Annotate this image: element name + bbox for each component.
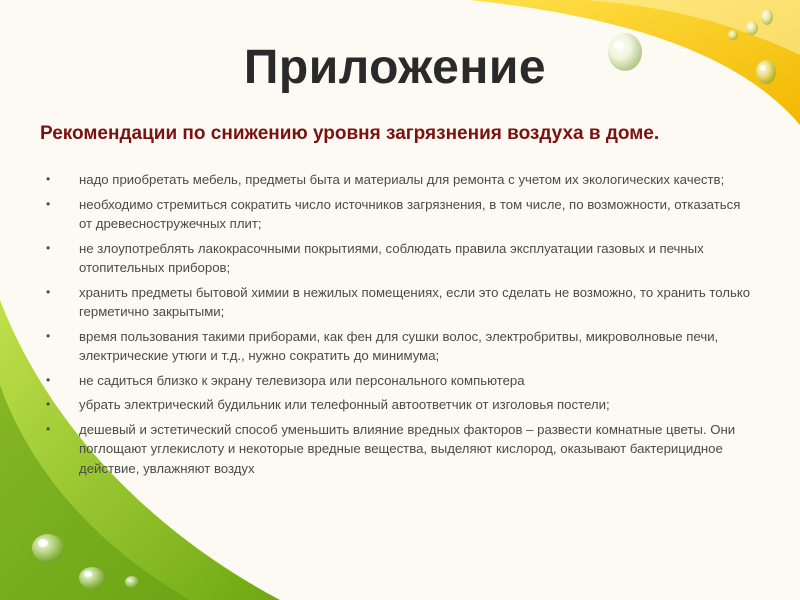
list-item-text: дешевый и эстетический способ уменьшить влияние вредных факторов – развести комнатные цветы. Они поглощают углекислоту и некоторые вредные вещества, выделяют кислород, оказывают бактерицидное действие, увлажняют воздух — [79, 421, 736, 476]
list-item-text: необходимо стремиться сократить число источников загрязнения, в том числе, по возможности, отказаться от древесностружечных плит; — [79, 196, 741, 231]
bullet-dot-icon: • — [46, 372, 51, 387]
list-item-text: не садиться близко к экрану телевизора или персонального компьютера — [79, 372, 525, 388]
bullet-dot-icon: • — [46, 172, 51, 186]
list-item — [44, 395, 754, 415]
list-item-text: надо приобретать мебель, предметы быта и материалы для ремонта с учетом их экологических качеств; — [79, 172, 725, 187]
list-item — [44, 195, 754, 234]
list-item — [44, 283, 754, 322]
recommendations-list — [44, 170, 754, 483]
list-item — [44, 239, 754, 278]
bullet-dot-icon: • — [46, 421, 51, 436]
bullet-dot-icon: • — [46, 240, 51, 255]
slide-title: Приложение — [243, 41, 547, 94]
slide-subtitle: Рекомендации по снижению уровня загрязнения воздуха в доме. — [40, 123, 660, 144]
list-item — [44, 420, 754, 479]
list-item-text: не злоупотреблять лакокрасочными покрытиями, соблюдать правила эксплуатации газовых и печных отопительных приборов; — [79, 240, 704, 275]
list-item — [44, 327, 754, 366]
list-item-text: время пользования такими приборами, как фен для сушки волос, электробритвы, микроволновые печи, электрические утюги и т.д., нужно сократить до минимума; — [79, 328, 719, 363]
list-item — [44, 170, 754, 190]
list-item-text: хранить предметы бытовой химии в нежилых помещениях, если это сделать не возможно, то хранить только герметично закрытыми; — [79, 284, 751, 319]
list-item-text: убрать электрический будильник или телефонный автоответчик от изголовья постели; — [79, 397, 610, 412]
bullet-dot-icon: • — [46, 196, 51, 211]
bullet-dot-icon: • — [46, 328, 51, 343]
list-item — [44, 371, 754, 391]
bullet-dot-icon: • — [46, 284, 51, 299]
bullet-dot-icon: • — [46, 397, 51, 411]
